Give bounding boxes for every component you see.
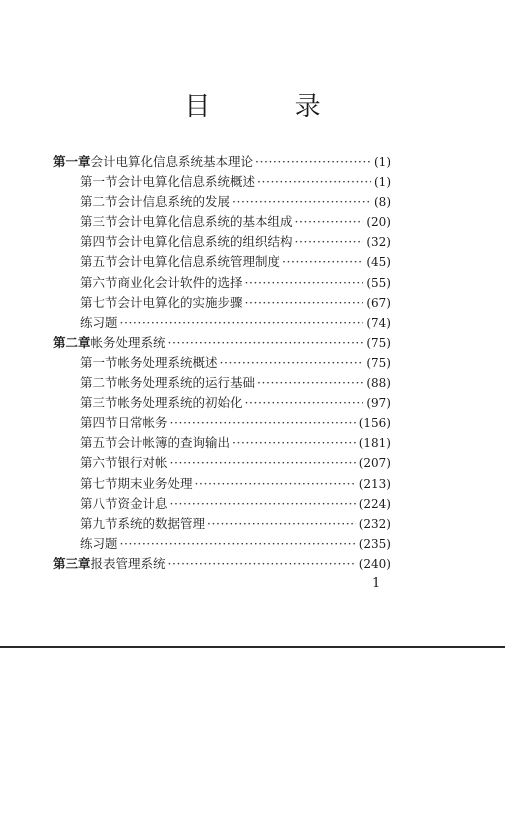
- toc-entry-number: 第八节: [80, 495, 118, 511]
- dot-leader: [232, 194, 371, 209]
- toc-entry-page: (232): [358, 516, 391, 531]
- toc-entry-title: 商业化会计软件的选择: [117, 274, 243, 290]
- toc-entry-title: 帐务处理系统的初始化: [117, 395, 243, 411]
- toc-entry-number: 第二节: [80, 375, 118, 391]
- dot-leader: [170, 455, 356, 470]
- toc-section-row: [53, 453, 391, 473]
- toc-entry-title: 练习题: [80, 314, 118, 330]
- toc-section-row: [53, 373, 391, 393]
- toc-entry-title: 期末业务处理: [117, 475, 193, 491]
- toc-entry-title: 会计电算化信息系统管理制度: [117, 254, 281, 270]
- toc-entry-title: 会计帐簿的查询输出: [117, 435, 231, 451]
- page-number: 1: [372, 576, 381, 591]
- dot-leader: [257, 375, 363, 390]
- toc-entry-number: 第三章: [53, 555, 91, 571]
- toc-chapter-row: [53, 152, 391, 172]
- toc-entry-page: (213): [358, 476, 391, 491]
- toc-entry-title: 会计电算化信息系统的基本组成: [117, 214, 293, 230]
- dot-leader: [170, 415, 356, 430]
- dot-leader: [295, 214, 364, 229]
- dot-leader: [245, 395, 364, 410]
- toc-entry-number: 第九节: [80, 515, 118, 531]
- toc-section-row: [53, 192, 391, 212]
- dot-leader: [245, 275, 364, 290]
- dot-leader: [170, 496, 356, 511]
- toc-entry-number: 第六节: [80, 274, 118, 290]
- toc-entry-number: 第四节: [80, 234, 118, 250]
- toc-section-row: [53, 494, 391, 514]
- toc-entry-page: (74): [366, 315, 391, 330]
- toc-section-row: [53, 273, 391, 293]
- toc-section-row: [53, 534, 391, 554]
- toc-section-row: [53, 313, 391, 333]
- toc-entry-page: (75): [366, 335, 391, 350]
- page-title: 目 录: [184, 92, 359, 122]
- toc-entry-page: (224): [358, 496, 391, 511]
- dot-leader: [245, 295, 364, 310]
- toc-entry-page: (45): [366, 255, 391, 270]
- dot-leader: [120, 315, 364, 330]
- toc-entry-page: (235): [358, 536, 391, 551]
- toc-entry-title: 资金计息: [117, 495, 168, 511]
- toc-entry-number: 第一章: [53, 154, 91, 169]
- toc-chapter-row: [53, 554, 391, 574]
- toc-entry-number: 第五节: [80, 435, 118, 451]
- toc-entry-page: (75): [366, 355, 391, 370]
- toc-entry-number: 第二节: [80, 194, 118, 210]
- toc-entry-page: (67): [366, 295, 391, 310]
- toc-section-row: [53, 252, 391, 272]
- toc-section-row: [53, 393, 391, 413]
- toc-entry-page: (156): [358, 416, 391, 431]
- toc-entry-title: 系统的数据管理: [117, 515, 206, 531]
- toc-chapter-row: [53, 333, 391, 353]
- toc-entry-title: 练习题: [80, 535, 118, 551]
- toc-entry-number: 第六节: [80, 455, 118, 471]
- toc-entry-title: 报表管理系统: [90, 555, 166, 571]
- toc-entry-number: 第三节: [80, 395, 118, 411]
- dot-leader: [295, 234, 364, 249]
- dot-leader: [232, 435, 356, 450]
- toc-entry-page: (207): [358, 456, 391, 471]
- toc-entry-page: (20): [366, 215, 391, 230]
- dot-leader: [120, 536, 356, 551]
- dot-leader: [168, 556, 356, 571]
- toc-entry-number: 第五节: [80, 254, 118, 270]
- dot-leader: [282, 254, 363, 269]
- toc-entry-page: (1): [374, 175, 391, 190]
- dot-leader: [195, 476, 356, 491]
- toc-section-row: [53, 474, 391, 494]
- dot-leader: [168, 335, 364, 350]
- scan-edge-rule: [0, 646, 505, 648]
- toc-entry-number: 第二章: [53, 334, 91, 350]
- toc-entry-title: 帐务处理系统的运行基础: [117, 375, 256, 391]
- toc-section-row: [53, 232, 391, 252]
- toc-entry-title: 会计电算化信息系统概述: [117, 174, 256, 190]
- toc-entry-title: 会计电算化信息系统的组织结构: [117, 234, 293, 250]
- toc-entry-title: 银行对帐: [117, 455, 168, 471]
- table-of-contents: [53, 152, 391, 574]
- toc-entry-page: (55): [366, 275, 391, 290]
- toc-entry-page: (8): [374, 195, 391, 210]
- toc-entry-page: (240): [358, 556, 391, 571]
- toc-entry-number: 第四节: [80, 415, 118, 431]
- toc-entry-title: 会计信息系统的发展: [117, 194, 231, 210]
- toc-entry-page: (181): [358, 436, 391, 451]
- toc-entry-number: 第一节: [80, 354, 118, 370]
- toc-section-row: [53, 212, 391, 232]
- toc-entry-title: 会计电算化信息系统基本理论: [90, 154, 254, 169]
- dot-leader: [220, 355, 364, 370]
- toc-entry-number: 第七节: [80, 475, 118, 491]
- toc-section-row: [53, 514, 391, 534]
- toc-section-row: [53, 433, 391, 453]
- toc-section-row: [53, 293, 391, 313]
- toc-section-row: [53, 353, 391, 373]
- toc-entry-number: 第七节: [80, 294, 118, 310]
- dot-leader: [257, 174, 371, 189]
- dot-leader: [255, 154, 371, 169]
- toc-entry-page: (97): [366, 396, 391, 411]
- toc-section-row: [53, 413, 391, 433]
- toc-section-row: [53, 172, 391, 192]
- toc-entry-title: 会计电算化的实施步骤: [117, 294, 243, 310]
- toc-entry-title: 日常帐务: [117, 415, 168, 431]
- toc-entry-title: 帐务处理系统: [90, 334, 166, 350]
- toc-entry-number: 第一节: [80, 174, 118, 190]
- toc-entry-page: (88): [366, 376, 391, 391]
- toc-entry-page: (1): [374, 155, 391, 169]
- toc-entry-title: 帐务处理系统概述: [117, 354, 218, 370]
- dot-leader: [207, 516, 356, 531]
- toc-entry-page: (32): [366, 235, 391, 250]
- toc-entry-number: 第三节: [80, 214, 118, 230]
